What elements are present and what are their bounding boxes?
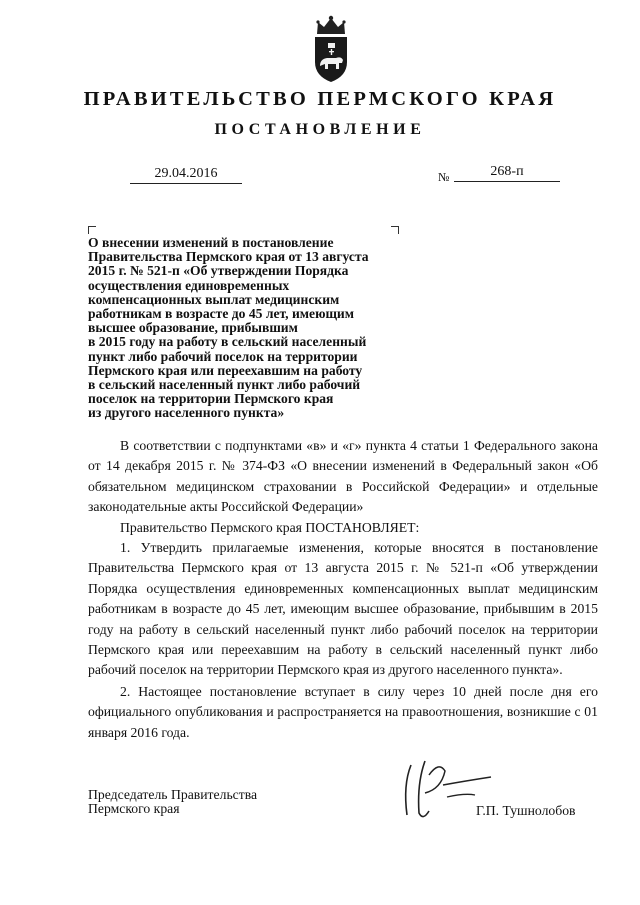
subject-corner-right	[391, 226, 399, 234]
document-subject: О внесении изменений в постановление Правительства Пермского края от 13 августа 2015 г. № 521-п «Об утверждении Порядка осуществления единовременных компенсационных выплат медицинским работникам в возрасте до 45 лет, имеющим высшее образование, прибывшим в 2015 году на работу в сельский населенный пункт либо рабочий поселок на территории Пермского края или переехавшим на работу в сельский населенный пункт либо рабочий поселок на территории Пермского края из другого населенного пункта»	[88, 235, 369, 421]
signer-name: Г.П. Тушнолобов	[476, 803, 576, 818]
clause-1-paragraph: 1. Утвердить прилагаемые изменения, которые вносятся в постановление Правительства Пермского края от 13 августа 2015 г. № 521-п «Об утверждении Порядка осуществления единовременных компенсационных выплат медицинским работникам в возрасте до 45 лет, имеющим высшее образование, прибывшим в 2015 году на работу в сельский населенный пункт либо рабочий поселок на территории Пермского края или переехавшим на работу в сельский населенный пункт либо рабочий поселок на территории Пермского края из другого населенного пункта».	[88, 540, 598, 678]
signer-title: Председатель Правительства Пермского края	[88, 787, 258, 816]
coat-of-arms-icon	[308, 14, 354, 84]
document-date: 29.04.2016	[130, 166, 242, 184]
document-number: 268-п	[454, 164, 560, 182]
clause-2-paragraph: 2. Настоящее постановление вступает в силу через 10 дней после дня его официального опубликования и распространяется на правоотношения, возникшие с 01 января 2016 года.	[88, 684, 598, 740]
resolution-line: Правительство Пермского края ПОСТАНОВЛЯЕТ:	[120, 520, 420, 535]
subject-corner-left	[88, 226, 96, 234]
number-sign: №	[438, 170, 450, 184]
preamble-paragraph: В соответствии с подпунктами «в» и «г» пункта 4 статьи 1 Федерального закона от 14 декабря 2015 г. № 374-ФЗ «О внесении изменений в Федеральный закон «Об обязательном медицинском страховании в Российской Федерации» и отдельные законодательные акты Российской Федерации»	[88, 438, 598, 515]
document-type: ПОСТАНОВЛЕНИЕ	[214, 121, 426, 138]
government-title: ПРАВИТЕЛЬСТВО ПЕРМСКОГО КРАЯ	[83, 88, 557, 110]
